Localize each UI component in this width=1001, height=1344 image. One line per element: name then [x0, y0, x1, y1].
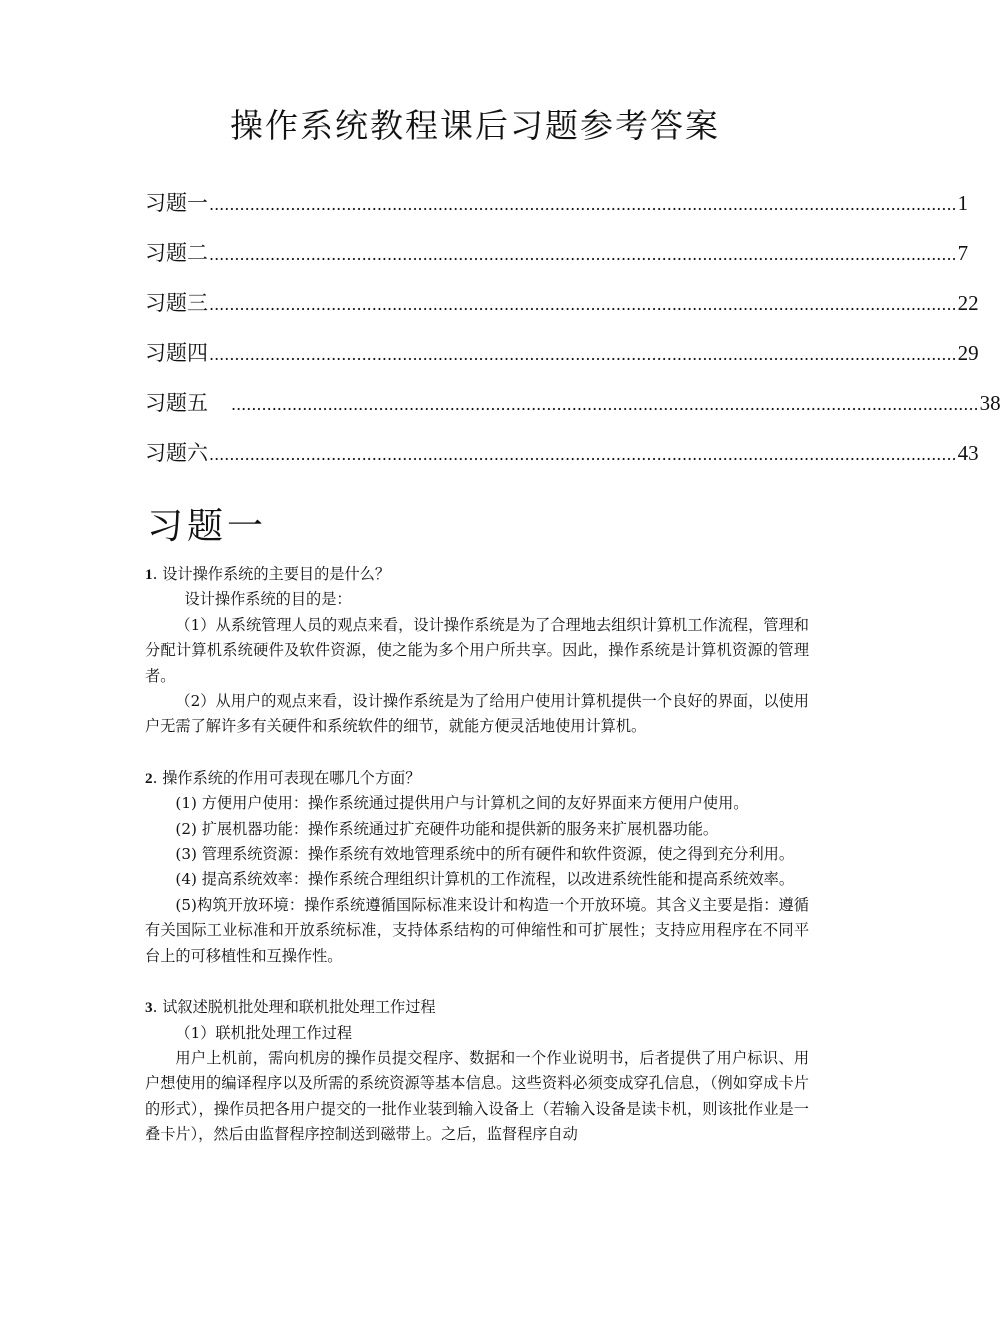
- toc-entry-label: 习题一: [145, 186, 208, 220]
- question-number: 2: [145, 769, 153, 787]
- toc-entry[interactable]: [145, 320, 979, 370]
- question-1: [145, 562, 809, 587]
- document-body: [145, 562, 809, 1148]
- answer-paragraph: (5)构筑开放环境：操作系统遵循国际标准来设计和构造一个开放环境。其含义主要是指：遵循有关国际工业标准和开放系统标准，支持体系结构的可伸缩性和可扩展性；支持应用程序在不同平台上的可移植性和互操作性。: [145, 895, 809, 965]
- toc-entry-page: 1: [957, 191, 969, 215]
- toc-entry-page: 43: [957, 441, 979, 465]
- paragraph-spacer: [145, 969, 809, 995]
- toc-entry-label: 习题二: [145, 236, 208, 270]
- toc-leader-dots: ...................................................................................................................................................: [231, 395, 979, 414]
- toc-leader-dots: ...................................................................................................................................................: [209, 345, 957, 364]
- question-2: [145, 766, 809, 791]
- question-number: 3: [145, 999, 153, 1017]
- toc-entry[interactable]: [145, 170, 969, 220]
- toc-leader-dots: ...................................................................................................................................................: [209, 445, 957, 464]
- toc-leader-dots: ...................................................................................................................................................: [209, 195, 957, 214]
- question-text: . 试叙述脱机批处理和联机批处理工作过程: [152, 998, 436, 1017]
- answer-paragraph: (2) 扩展机器功能：操作系统通过扩充硬件功能和提供新的服务来扩展机器功能。: [175, 819, 719, 838]
- toc-entry-label: 习题三: [145, 286, 208, 320]
- answer-paragraph: （1）从系统管理人员的观点来看，设计操作系统是为了合理地去组织计算机工作流程，管理和分配计算机系统硬件及软件资源，使之能为多个用户所共享。因此，操作系统是计算机资源的管理者。: [145, 615, 809, 685]
- question-3: [145, 995, 809, 1020]
- toc-leader-dots: ...................................................................................................................................................: [209, 295, 957, 314]
- answer-paragraph: (3) 管理系统资源：操作系统有效地管理系统中的所有硬件和软件资源，使之得到充分利用。: [175, 845, 795, 864]
- toc-entry-page: 22: [957, 291, 979, 315]
- toc-entry[interactable]: [145, 270, 979, 320]
- toc-entry[interactable]: [145, 420, 979, 470]
- toc-entry-page: 38: [979, 391, 1001, 415]
- toc-entry-label: 习题五: [145, 386, 208, 420]
- toc-leader-dots: ...................................................................................................................................................: [209, 245, 957, 264]
- question-text: . 设计操作系统的主要目的是什么？: [152, 565, 391, 583]
- toc-entry[interactable]: [145, 220, 969, 270]
- document-title: 操作系统教程课后习题参考答案: [230, 106, 720, 145]
- section-heading: 习题一: [147, 506, 268, 547]
- toc-entry[interactable]: [145, 370, 1001, 420]
- toc-entry-page: 29: [957, 341, 979, 365]
- question-text: . 操作系统的作用可表现在哪几个方面？: [152, 768, 421, 787]
- answer-paragraph: （2）从用户的观点来看，设计操作系统是为了给用户使用计算机提供一个良好的界面，以使用户无需了解许多有关硬件和系统软件的细节，就能方便灵活地使用计算机。: [145, 692, 809, 736]
- toc-entry-label: 习题四: [145, 336, 208, 370]
- answer-paragraph: (1) 方便用户使用：操作系统通过提供用户与计算机之间的友好界面来方便用户使用。: [175, 794, 749, 813]
- paragraph-spacer: [145, 740, 809, 766]
- answer-paragraph: 用户上机前，需向机房的操作员提交程序、数据和一个作业说明书，后者提供了用户标识、用户想使用的编译程序以及所需的系统资源等基本信息。这些资料必须变成穿孔信息，（例如穿成卡片的形式），操作员把各用户提交的一批作业装到输入设备上（若输入设备是读卡机，则该批作业是一叠卡片），然后由监督程序控制送到磁带上。之后，监督程序自动: [145, 1048, 809, 1144]
- answer-paragraph: (4) 提高系统效率：操作系统合理组织计算机的工作流程，以改进系统性能和提高系统效率。: [175, 870, 795, 889]
- answer-paragraph: （1）联机批处理工作过程: [175, 1023, 353, 1042]
- question-number: 1: [145, 566, 153, 583]
- answer-paragraph: 设计操作系统的目的是：: [184, 590, 352, 609]
- toc-entry-label: 习题六: [145, 436, 208, 470]
- table-of-contents: [145, 170, 1001, 470]
- toc-entry-page: 7: [957, 241, 969, 265]
